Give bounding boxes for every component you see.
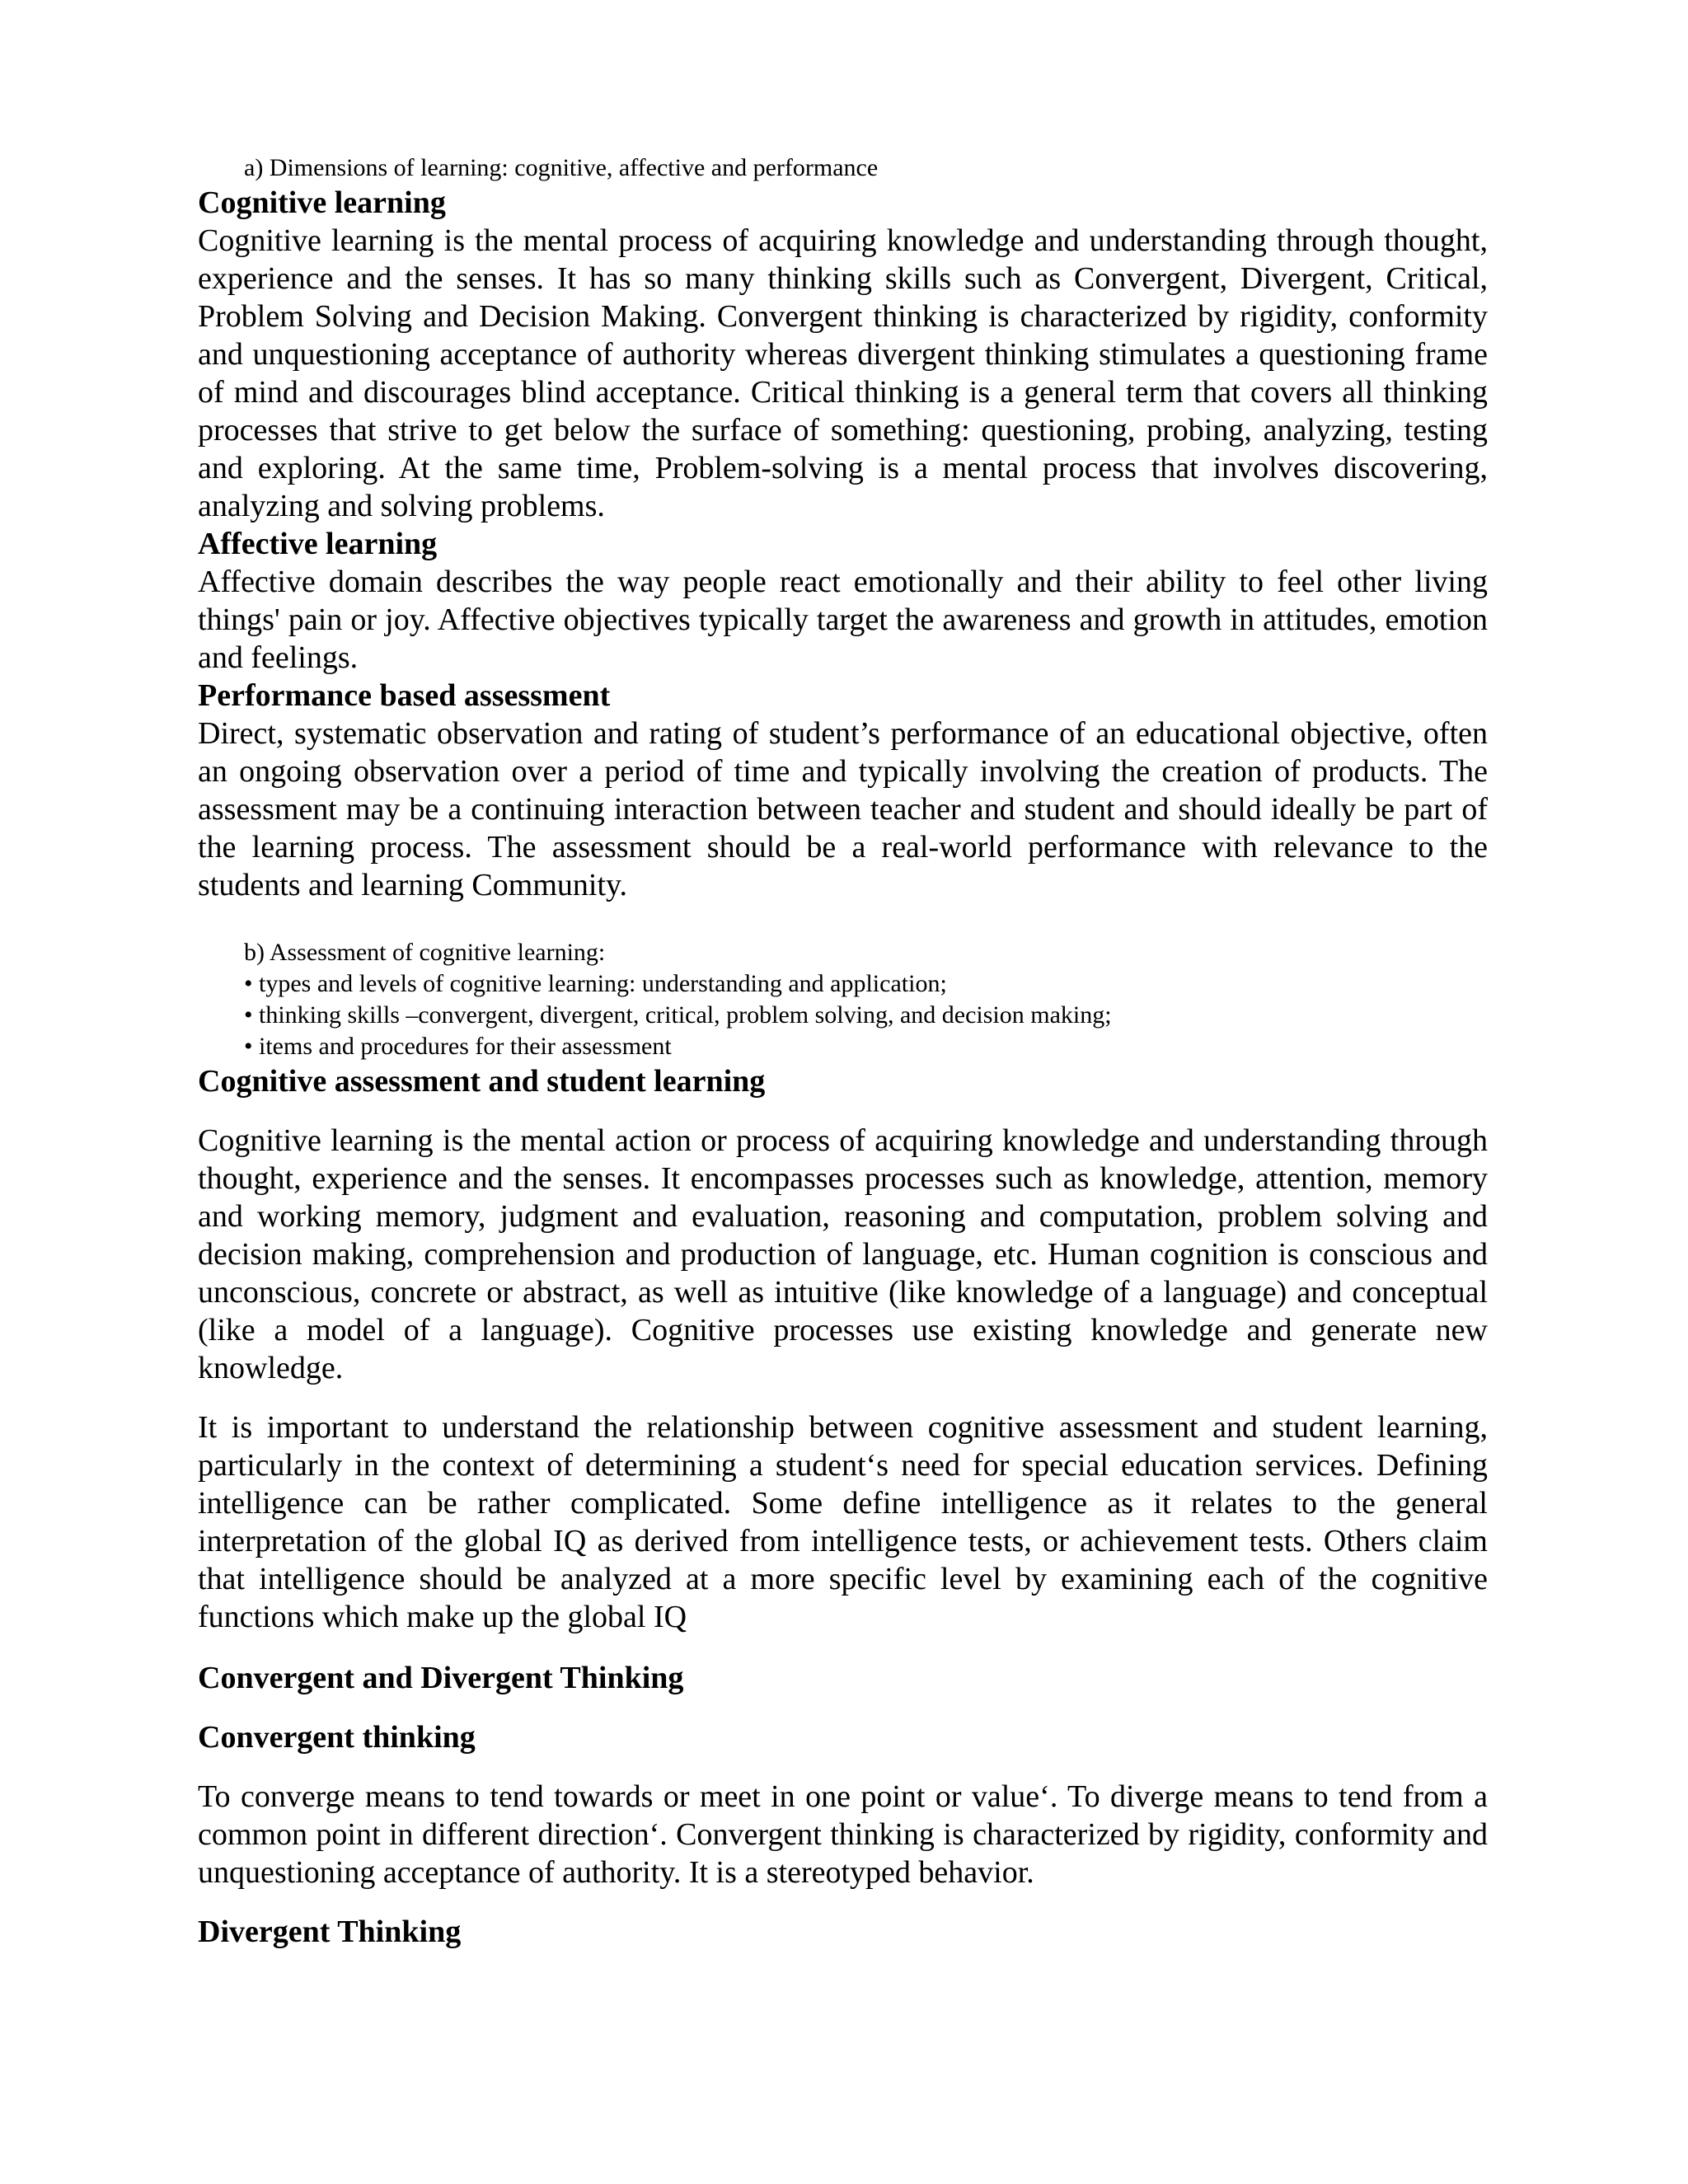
performance-assessment-heading: Performance based assessment bbox=[198, 678, 611, 713]
section-b-intro: b) Assessment of cognitive learning: bbox=[244, 939, 606, 966]
document-page bbox=[198, 152, 1488, 1951]
convergent-thinking-heading: Convergent thinking bbox=[198, 1720, 476, 1755]
divergent-thinking-heading: Divergent Thinking bbox=[198, 1915, 462, 1949]
cognitive-learning-heading: Cognitive learning bbox=[198, 185, 446, 220]
affective-learning-text: Affective domain describes the way people react emotionally and their ability to feel other living things' pain or joy. Affective objectives typically target the awareness and growth in attitudes, emotion and feelings. bbox=[198, 565, 1488, 675]
section-b-list bbox=[198, 937, 1488, 1062]
cognitive-learning-text: Cognitive learning is the mental process of acquiring knowledge and understanding through thought, experience and the senses. It has so many thinking skills such as Convergent, Divergent, Critical, Problem Solving and Decision Making. Convergent thinking is characterized by rigidity, conformity and unquestioning acceptance of authority whereas divergent thinking stimulates a questioning frame of mind and discourages blind acceptance. Critical thinking is a general term that covers all thinking processes that strive to get below the surface of something: questioning, probing, analyzing, testing and exploring. At the same time, Problem-solving is a mental process that involves discovering, analyzing and solving problems. bbox=[198, 223, 1488, 523]
convergent-divergent-heading: Convergent and Divergent Thinking bbox=[198, 1661, 684, 1695]
cognitive-assessment-heading: Cognitive assessment and student learning bbox=[198, 1064, 766, 1099]
list-item: • types and levels of cognitive learning: understanding and application; bbox=[244, 970, 947, 997]
list-item: • items and procedures for their assessment bbox=[244, 1033, 672, 1060]
affective-learning-heading: Affective learning bbox=[198, 527, 438, 561]
cognitive-assessment-para-1: Cognitive learning is the mental action or process of acquiring knowledge and understanding through thought, experience and the senses. It encompasses processes such as knowledge, attention, memory and working memory, judgment and evaluation, reasoning and computation, problem solving and decision making, comprehension and production of language, etc. Human cognition is conscious and unconscious, concrete or abstract, as well as intuitive (like knowledge of a language) and conceptual (like a model of a language). Cognitive processes use existing knowledge and generate new knowledge. bbox=[198, 1123, 1488, 1385]
performance-assessment-text: Direct, systematic observation and rating of student’s performance of an educational objective, often an ongoing observation over a period of time and typically involving the creation of products. The assessment may be a continuing interaction between teacher and student and should ideally be part of the learning process. The assessment should be a real-world performance with relevance to the students and learning Community. bbox=[198, 716, 1488, 902]
list-item: • thinking skills –convergent, divergent, critical, problem solving, and decision making; bbox=[244, 1001, 1112, 1029]
section-a-intro: a) Dimensions of learning: cognitive, affective and performance bbox=[244, 154, 879, 181]
cognitive-assessment-para-2: It is important to understand the relationship between cognitive assessment and student learning, particularly in the context of determining a student‘s need for special education services. Defining intelligence can be rather complicated. Some define intelligence as it relates to the general interpretation of the global IQ as derived from intelligence tests, or achievement tests. Others claim that intelligence should be analyzed at a more specific level by examining each of the cognitive functions which make up the global IQ bbox=[198, 1410, 1488, 1634]
convergent-thinking-text: To converge means to tend towards or meet in one point or value‘. To diverge means to tend from a common point in different direction‘. Convergent thinking is characterized by rigidity, conformity and unquestioning acceptance of authority. It is a stereotyped behavior. bbox=[198, 1779, 1488, 1890]
